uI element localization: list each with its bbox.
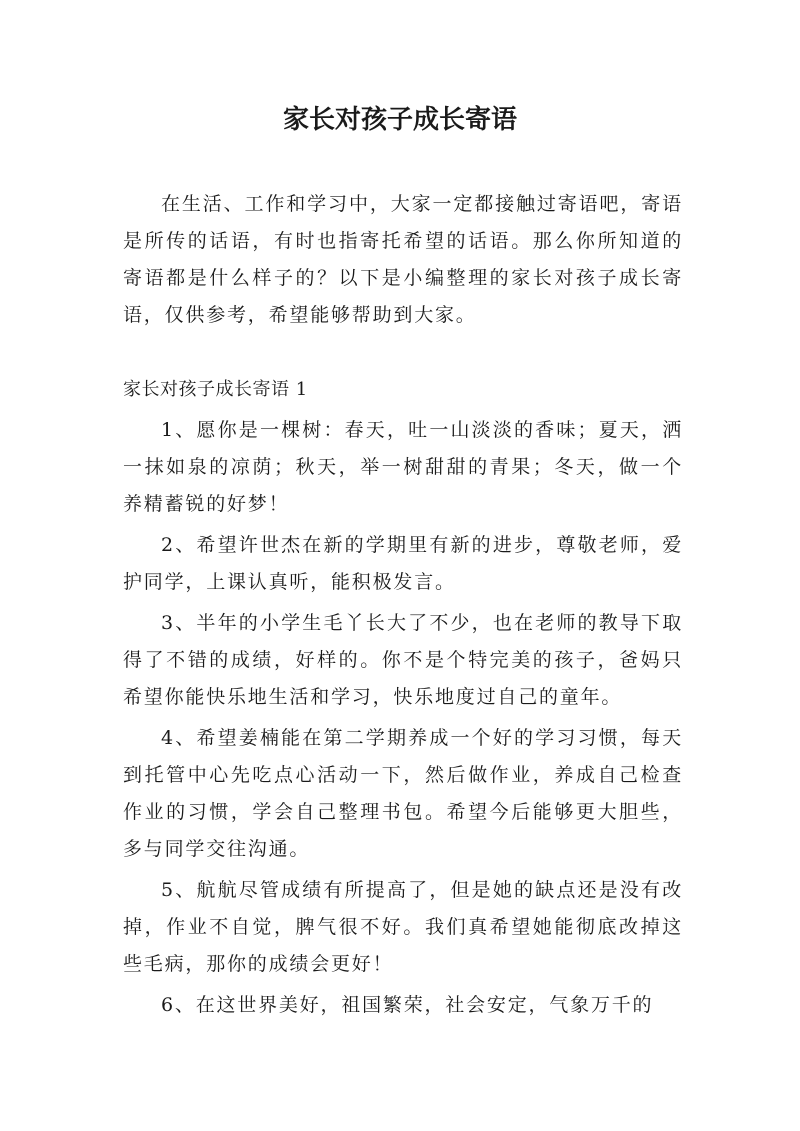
list-item: 1、愿你是一棵树：春天，吐一山淡淡的香味；夏天，洒一抹如泉的凉荫；秋天，举一树甜甜的青果；冬天，做一个养精蓄锐的好梦！ bbox=[123, 419, 683, 515]
section-heading: 家长对孩子成长寄语 1 bbox=[123, 379, 308, 400]
list-item: 6、在这世界美好，祖国繁荣，社会安定，气象万千的 bbox=[161, 994, 654, 1016]
list-item: 3、半年的小学生毛丫长大了不少，也在老师的教导下取得了不错的成绩，好样的。你不是个特完美的孩子，爸妈只希望你能快乐地生活和学习，快乐地度过自己的童年。 bbox=[123, 612, 683, 708]
list-item: 4、希望姜楠能在第二学期养成一个好的学习习惯，每天到托管中心先吃点心活动一下，然后做作业，养成自己检查作业的习惯，学会自己整理书包。希望今后能够更大胆些，多与同学交往沟通。 bbox=[123, 727, 683, 860]
list-item: 2、希望许世杰在新的学期里有新的进步，尊敬老师，爱护同学，上课认真听，能积极发言。 bbox=[123, 534, 683, 593]
intro-paragraph: 在生活、工作和学习中，大家一定都接触过寄语吧，寄语是所传的话语，有时也指寄托希望的话语。那么你所知道的寄语都是什么样子的？以下是小编整理的家长对孩子成长寄语，仅供参考，希望能够帮助到大家。 bbox=[123, 193, 683, 326]
document-body bbox=[123, 186, 683, 1024]
list-item: 5、航航尽管成绩有所提高了，但是她的缺点还是没有改掉，作业不自觉，脾气很不好。我们真希望她能彻底改掉这些毛病，那你的成绩会更好！ bbox=[123, 879, 683, 975]
document-title: 家长对孩子成长寄语 bbox=[282, 105, 517, 135]
